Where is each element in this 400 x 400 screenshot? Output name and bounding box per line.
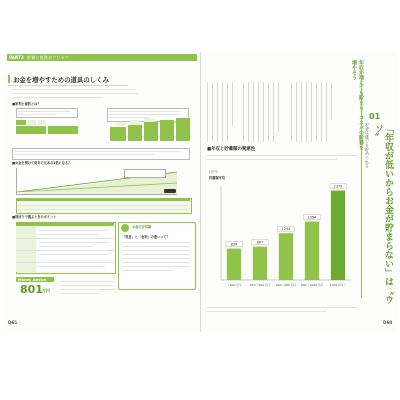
category-label-0: 〜400万円 [226, 283, 242, 287]
interest-heading: ■単利と複利とは？ [12, 102, 41, 106]
chapter-number: 01 [369, 112, 381, 121]
category-label-1: 400〜600万円 [249, 283, 271, 287]
doubling-value-badge [164, 189, 176, 193]
lead-text: 年収が増えても貯まる・コスパの貯蓄を増やそう [351, 60, 364, 150]
chapter-title: 「年収が低いからお金が貯まらない」は〝ウソ〟 [373, 124, 393, 304]
page-heading: お金を増やすための道具のしくみ [13, 76, 109, 84]
right-page [201, 52, 397, 332]
savings-bar-chart [207, 180, 357, 300]
money-advice-value: 801 [20, 283, 43, 296]
left-page [4, 52, 200, 332]
column-badge: お金の豆知識 [132, 225, 152, 229]
category-label-4: 1000万円〜 [329, 283, 347, 287]
category-label-2: 600〜800万円 [275, 283, 297, 287]
section-tag: PART3 [9, 55, 24, 60]
savings-heading: ■年収と貯蓄額の関連性 [207, 147, 256, 152]
column-box [118, 222, 196, 290]
category-label-3: 800〜1000万円 [300, 283, 324, 287]
left-page-number: D61 [8, 320, 18, 325]
checkpoint-heading: ■利回りで選ぶときのポイント [12, 215, 57, 219]
value-label-1: 887 [256, 240, 264, 245]
heading-underline [8, 85, 128, 86]
money-advice-label: Money Advice [18, 277, 47, 282]
value-label-2: 1244 [281, 227, 291, 232]
bar-4 [331, 191, 345, 280]
money-advice-unit: 万円 [42, 288, 50, 293]
chapter-subtitle: お金は誰でも貯められる [365, 122, 370, 169]
value-label-4: 2379 [333, 184, 343, 189]
simple-interest-box [16, 108, 78, 118]
doubling-legend [124, 169, 166, 178]
value-label-0: 834 [230, 242, 238, 247]
chart-unit: （万円） [207, 170, 220, 174]
body-text-columns [207, 82, 367, 144]
value-label-3: 1554 [307, 215, 317, 220]
section-title: 貯蓄と投資のドリセツ [27, 55, 69, 60]
bar-3 [305, 222, 319, 280]
column-title: 「利息」と「金利」の違いって？ [122, 235, 170, 239]
doubling-heading: ■お金を預けて何年で元本の2倍になる？ [12, 161, 72, 165]
column-badge-icon [121, 224, 129, 232]
bar-2 [279, 233, 293, 280]
right-page-number: D60 [383, 320, 393, 325]
heading-marker [8, 75, 10, 83]
bar-1 [253, 247, 267, 280]
bar-0 [227, 249, 241, 280]
chart-label: 貯蓄額平均 [209, 176, 225, 180]
